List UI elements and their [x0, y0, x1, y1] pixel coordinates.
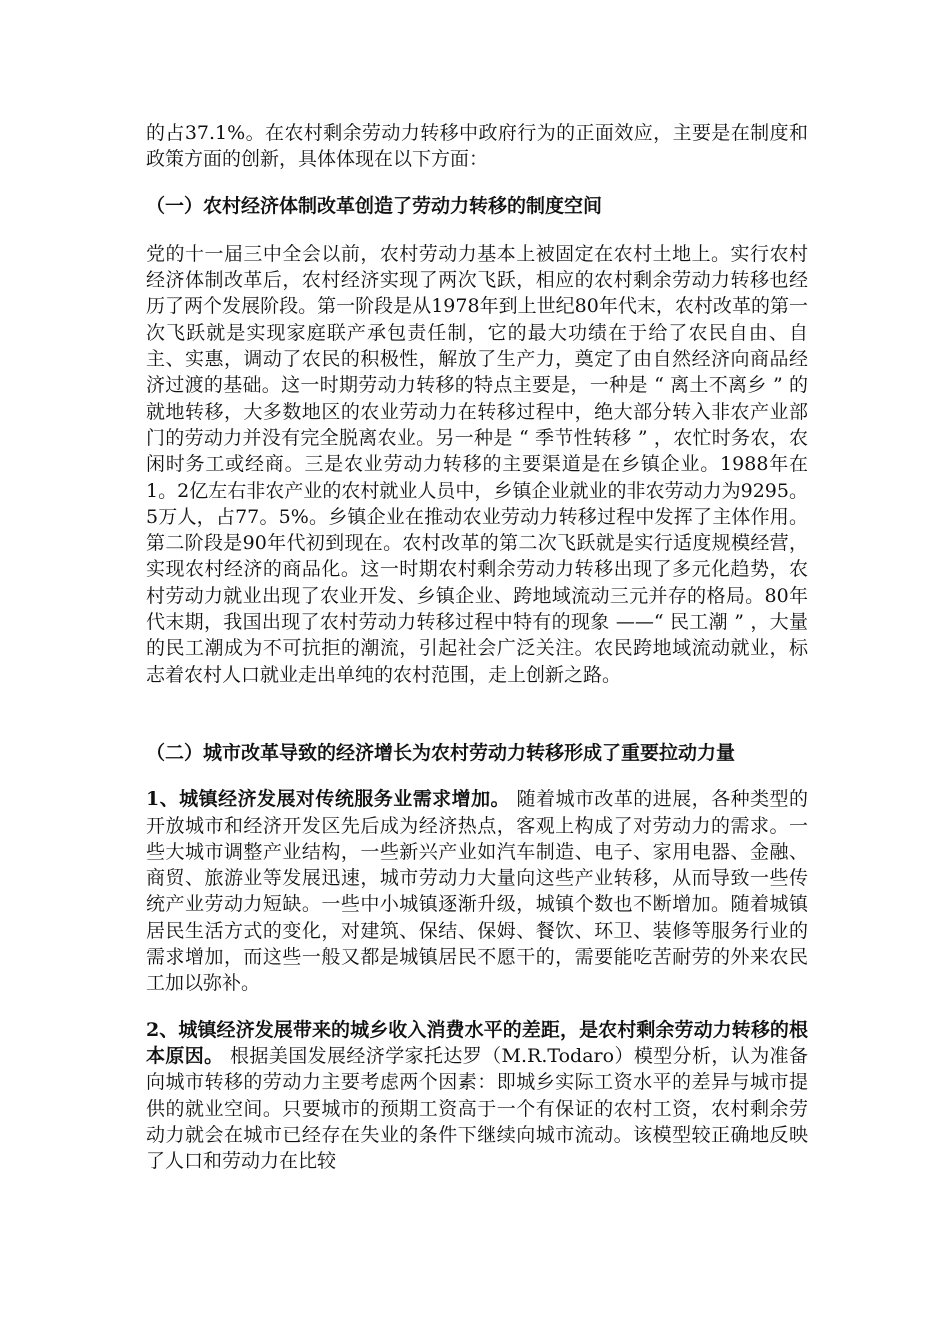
section-2-heading: （二）城市改革导致的经济增长为农村劳动力转移形成了重要拉动力量: [146, 741, 736, 764]
document-page: [146, 120, 808, 1174]
intro-paragraph: 的占37.1%。在农村剩余劳动力转移中政府行为的正面效应，主要是在制度和政策方面的创新，具体体现在以下方面：: [146, 122, 808, 171]
point-1-lead: 1、城镇经济发展对传统服务业需求增加。: [146, 788, 511, 811]
point-1-body: 随着城市改革的进展，各种类型的开放城市和经济开发区先后成为经济热点，客观上构成了对劳动力的需求。一些大城市调整产业结构，一些新兴产业如汽车制造、电子、家用电器、金融、商贸、旅游业等发展迅速，城市劳动力大量向这些产业转移，从而导致一些传统产业劳动力短缺。一些中小城镇逐渐升级，城镇个数也不断增加。随着城镇居民生活方式的变化，对建筑、保结、保姆、餐饮、环卫、装修等服务行业的需求增加，而这些一般又都是城镇居民不愿干的，需要能吃苦耐劳的外来农民工加以弥补。: [146, 788, 808, 995]
section-2-point-2: [146, 1017, 808, 1175]
section-1-paragraph: 党的十一届三中全会以前，农村劳动力基本上被固定在农村土地上。实行农村经济体制改革后，农村经济实现了两次飞跃，相应的农村剩余劳动力转移也经历了两个发展阶段。第一阶段是从1978年到上世纪80年代末，农村改革的第一次飞跃就是实现家庭联产承包责任制，它的最大功绩在于给了农民自由、自主、实惠，调动了农民的积极性，解放了生产力，奠定了由自然经济向商品经济过渡的基础。这一时期劳动力转移的特点主要是，一种是 “ 离土不离乡 ” 的就地转移，大多数地区的农业劳动力在转移过程中，绝大部分转入非农产业部门的劳动力并没有完全脱离农业。另一种是 “ 季节性转移 ” ，农忙时务农，农闲时务工或经商。三是农业劳动力转移的主要渠道是在乡镇企业。1988年在1。2亿左右非农产业的农村就业人员中，乡镇企业就业的非农劳动力为9295。5万人，占77。5%。乡镇企业在推动农业劳动力转移过程中发挥了主体作用。第二阶段是90年代初到现在。农村改革的第二次飞跃就是实行适度规模经营，实现农村经济的商品化。这一时期农村剩余劳动力转移出现了多元化趋势，农村劳动力就业出现了农业开发、乡镇企业、跨地域流动三元并存的格局。80年代末期，我国出现了农村劳动力转移过程中特有的现象 ——“ 民工潮 ” ，大量的民工潮成为不可抗拒的潮流，引起社会广泛关注。农民跨地域流动就业，标志着农村人口就业走出单纯的农村范围，走上创新之路。: [146, 242, 808, 686]
point-2-body: 根据美国发展经济学家托达罗（M.R.Todaro）模型分析，认为准备向城市转移的劳动力主要考虑两个因素：即城乡实际工资水平的差异与城市提供的就业空间。只要城市的预期工资高于一个有保证的农村工资，农村剩余劳动力就会在城市已经存在失业的条件下继续向城市流动。该模型较正确地反映了人口和劳动力在比较: [146, 1044, 808, 1173]
point-2-lead: 2、城镇经济发展带来的城乡收入消费水平的差距，是农村剩余劳动力转移的根本原因。: [146, 1018, 808, 1067]
section-2-point-1: [146, 786, 808, 996]
section-1-heading: （一）农村经济体制改革创造了劳动力转移的制度空间: [146, 194, 603, 217]
